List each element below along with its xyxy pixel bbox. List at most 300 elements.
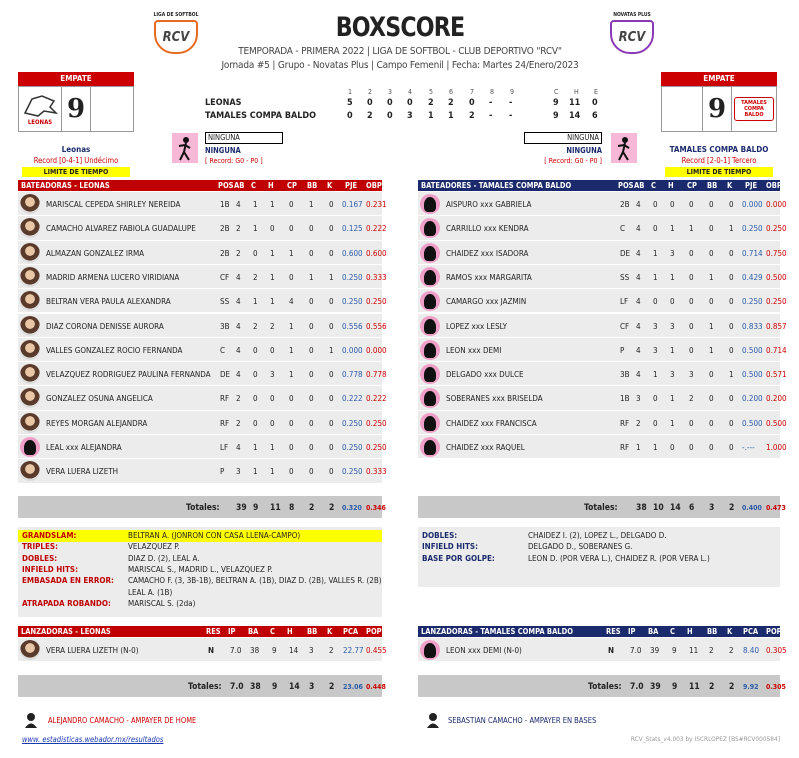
stat-h: 1 [270,200,275,209]
stat-cp: 0 [689,200,694,209]
player-silhouette-icon [420,388,440,408]
column-header: BA [248,627,259,636]
left-pitcher-name: NINGUNA [205,146,241,155]
season-line: TEMPORADA - PRIMERA 2022 | LIGA DE SOFTBOL - CLUB DEPORTIVO "RCV" [238,46,562,57]
stat-ab: 4 [636,297,641,307]
column-header: CP [287,181,297,190]
event-label: BASE POR GOLPE: [422,553,495,563]
stat-h: 14 [289,646,299,655]
player-silhouette-icon [20,437,40,457]
stat-pos: 2B [220,248,230,258]
stat-pje: 0.556 [342,321,363,331]
batter-name: LEAL xxx ALEJANDRA [46,443,122,452]
stat-k: 2 [329,646,334,655]
stat-bb: 0 [709,248,714,258]
total-h: 14 [289,682,300,692]
total-bb: 2 [709,682,715,692]
stat-c: 0 [653,418,658,428]
total-ba: 39 [650,682,661,692]
stat-c: 9 [672,646,677,655]
stat-cp: 0 [689,321,694,331]
event-text: MARISCAL S., MADRID L., VELAZQUEZ P. [128,564,273,574]
batter-name: CHAIDEZ xxx FRANCISCA [446,418,537,428]
stat-pos: CF [620,321,630,331]
column-header: BB [307,181,318,190]
stat-c: 0 [653,297,658,307]
stat-k: 0 [729,200,734,209]
batter-name: DELGADO xxx DULCE [446,370,524,380]
stat-cp: 0 [689,418,694,428]
stat-cp: 0 [289,467,294,477]
stat-c: 1 [653,443,658,452]
total-h: 11 [689,682,700,692]
stat-pos: P [220,467,225,477]
batter-name: ALMAZAN GONZALEZ IRMA [46,248,145,258]
batter-name: REYES MORGAN ALEJANDRA [46,418,148,428]
stat-bb: 0 [309,248,314,258]
total-cp: 8 [289,503,295,513]
stat-pje: -.--- [742,443,755,452]
stat-k: 0 [329,467,334,477]
group-logo: NOVATAS PLUS RCV [604,12,660,54]
stat-pos: P [620,345,625,355]
total-ab: 38 [636,503,647,513]
stat-obp: 0.750 [766,248,787,258]
batter-name: CHAIDEZ xxx RAQUEL [446,443,525,452]
stat-pos: DE [220,370,231,380]
stat-obp: 0.222 [366,224,387,234]
stat-obp: 0.500 [766,272,787,282]
stat-pje: 0.500 [742,345,763,355]
right-time-limit: LIMITE DE TIEMPO [665,167,773,177]
player-silhouette-icon [420,364,440,384]
stat-c: 1 [653,272,658,282]
stat-pje: 0.200 [742,394,763,404]
stat-obp: 0.250 [366,418,387,428]
column-header: IP [628,627,636,636]
event-label: TRIPLES: [22,542,58,552]
player-silhouette-icon [420,413,440,433]
total-ip: 7.0 [230,682,244,692]
stat-bb: 1 [709,345,714,355]
player-silhouette-icon [420,243,440,263]
pitching-totals: Totales: 7.0 38 9 14 3 2 23.06 0.448 [18,675,382,697]
stat-obp: 0.600 [366,248,387,258]
stat-ab: 4 [636,248,641,258]
stat-ab: 4 [236,443,241,452]
stat-obp: 0.571 [766,370,787,380]
player-photo [20,194,40,214]
batter-row [18,192,387,216]
stat-obp: 0.222 [366,394,387,404]
stat-c: 1 [653,248,658,258]
stat-k: 1 [729,370,734,380]
event-label: ATRAPADA ROBANDO: [22,598,111,608]
stat-c: 0 [253,394,258,404]
right-team-name: TAMALES COMPA BALDO [669,145,769,154]
stat-ab: 4 [236,345,241,355]
batter-name: SOBERANES xxx BRISELDA [446,394,543,404]
batter-row [18,338,387,362]
stat-pos: 3B [220,321,230,331]
stat-cp: 0 [289,224,294,234]
stat-pje: 0.429 [742,272,763,282]
event-text: CHAIDEZ I. (2), LOPEZ L., DELGADO D. [528,531,667,540]
stat-pje: 0.000 [342,345,363,355]
stat-pje: 0.250 [742,297,763,307]
stat-h: 3 [670,321,675,331]
event-text: CAMACHO F. (3, 3B-1B), BELTRAN A. (1B), DIAZ D. (2B), VALLES R. (2B) [128,576,382,586]
stat-cp: 1 [289,345,294,355]
batter-name: MADRID ARMENA LUCERO VIRIDIANA [46,272,180,282]
column-header: H [287,627,293,636]
total-c: 10 [653,503,664,513]
stat-pje: 0.000 [742,200,763,209]
stat-h: 0 [270,394,275,404]
stat-bb: 0 [309,345,314,355]
stat-cp: 0 [689,345,694,355]
total-bb: 3 [309,682,315,692]
column-header: C [270,627,275,636]
stat-c: 3 [653,345,658,355]
total-pca: 23.06 [343,683,363,691]
stat-h: 0 [670,297,675,307]
stat-h: 1 [270,467,275,477]
stat-ab: 4 [636,370,641,380]
stat-k: 0 [729,345,734,355]
left-pitcher-box: NINGUNA [205,132,283,144]
stat-pos: LF [220,443,229,452]
stat-pje: 0.222 [342,394,363,404]
stat-k: 0 [729,394,734,404]
column-header: RES [206,627,221,636]
stat-cp: 0 [289,418,294,428]
left-result-badge: EMPATE [18,72,134,86]
stat-pos: CF [220,272,230,282]
stat-k: 1 [329,272,334,282]
stat-c: 9 [272,646,277,655]
stat-k: 0 [329,394,334,404]
player-silhouette-icon [420,194,440,214]
event-label: GRANDSLAM: [22,531,77,540]
linescore-row-tamales: TAMALES COMPA BALDO 0 2 0 3 1 1 2 - - 9 14 6 [205,111,598,121]
player-photo [20,461,40,481]
batter-row [18,411,387,435]
batting-totals: Totales: 39 9 11 8 2 2 0.320 0.346 [18,496,382,518]
stat-c: 2 [253,321,258,331]
total-pca: 9.92 [743,683,759,691]
column-header: PCA [343,627,359,636]
stat-ab: 4 [236,370,241,380]
stat-pje: 0.250 [342,272,363,282]
stat-pos: RF [620,443,630,452]
stat-cp: 0 [289,394,294,404]
total-pje: 0.320 [342,504,362,512]
stat-pca: 22.77 [343,646,364,655]
column-header: IP [228,627,236,636]
left-team-name: Leonas [61,145,91,154]
stat-bb: 1 [309,272,314,282]
stat-c: 0 [253,370,258,380]
stat-ab: 2 [236,418,241,428]
stat-ba: 39 [650,646,660,655]
column-header: C [251,181,256,190]
stat-ab: 4 [636,321,641,331]
player-silhouette-icon [420,291,440,311]
player-silhouette-icon [420,316,440,336]
linescore-row-leonas: LEONAS 5 0 0 0 2 2 0 - - 9 11 0 [205,98,598,108]
batter-name: VELAZQUEZ RODRIGUEZ PAULINA FERNANDA [46,370,211,380]
stat-pos: 1B [220,200,230,209]
event-label: INFIELD HITS: [22,564,78,574]
event-text: DELGADO D., SOBERANES G. [528,542,633,552]
stat-bb: 0 [709,443,714,452]
stat-k: 0 [329,224,334,234]
stat-ab: 4 [636,200,641,209]
stat-c: 1 [653,370,658,380]
stat-obp: 0.714 [766,345,787,355]
stat-c: 0 [653,224,658,234]
stat-bb: 1 [709,272,714,282]
stat-c: 0 [653,394,658,404]
event-text-cont: LEAL A. (1B) [128,587,173,597]
stat-bb: 0 [709,394,714,404]
column-header: K [727,181,733,190]
stat-ip: 7.0 [230,646,242,655]
player-photo [20,267,40,287]
player-silhouette-icon [420,640,440,660]
total-k: 2 [729,503,735,513]
stat-h: 1 [270,297,275,307]
stat-c: 1 [253,443,258,452]
stat-bb: 0 [709,200,714,209]
stat-k: 0 [329,321,334,331]
stat-cp: 1 [689,224,694,234]
stat-cp: 4 [289,297,294,307]
left-pitcher-icon [172,133,198,163]
stat-obp: 0.778 [366,370,387,380]
column-header: BA [648,627,659,636]
stat-c: 1 [253,200,258,209]
results-link[interactable]: www. estadisticas.webador.mx/resultados [22,735,164,744]
stat-cp: 0 [689,297,694,307]
batter-name: GONZALEZ OSUNA ANGELICA [46,394,153,404]
right-pitcher-icon [611,133,637,163]
stat-pje: 0.250 [342,467,363,477]
event-text: VELAZQUEZ P. [128,542,180,552]
left-team-runs: 9 [61,87,91,131]
stat-h: 0 [270,418,275,428]
batter-row [18,459,387,483]
total-k: 2 [729,682,735,692]
stat-cp: 0 [689,272,694,282]
stat-bb: 1 [309,200,314,209]
stat-pje: 0.125 [342,224,363,234]
column-header: PJE [745,181,758,190]
stat-pos: C [220,345,226,355]
stat-k: 0 [729,443,734,452]
stat-pos: RF [220,394,230,404]
stat-obp: 0.857 [766,321,787,331]
total-c: 9 [672,682,678,692]
column-header: AB [234,181,245,190]
page-title: BOXSCORE [335,12,465,43]
batter-row [18,386,387,410]
stat-c: 2 [253,272,258,282]
stat-obp: 0.250 [366,443,387,452]
stat-pop: 0.305 [766,646,787,655]
stat-bb: 0 [309,418,314,428]
player-silhouette-icon [420,218,440,238]
stat-k: 0 [729,297,734,307]
stat-ip: 7.0 [630,646,642,655]
batter-name: BELTRAN VERA PAULA ALEXANDRA [46,297,171,307]
stat-cp: 0 [289,272,294,282]
stat-obp: 0.000 [366,345,387,355]
stat-k: 0 [729,418,734,428]
total-k: 2 [329,682,335,692]
left-time-limit: LIMITE DE TIEMPO [22,167,130,177]
stat-obp: 0.556 [366,321,387,331]
total-pop: 0.448 [366,683,386,691]
stat-obp: 1.000 [766,443,787,452]
stat-pos: 2B [220,224,230,234]
event-text: MARISCAL S. (2da) [128,598,196,608]
stat-bb: 0 [309,443,314,452]
total-h: 14 [670,503,681,513]
pitching-header: LANZADORAS - LEONAS RES IP BA C H BB K PCA POP [18,626,382,637]
stat-pje: 0.167 [342,200,363,209]
stat-h: 0 [270,224,275,234]
stat-cp: 1 [289,248,294,258]
column-header: POS [218,181,234,190]
batter-row [418,338,787,362]
stat-bb: 0 [309,297,314,307]
batter-row [418,386,787,410]
stat-ab: 2 [636,418,641,428]
event-label: DOBLES: [422,531,458,540]
stat-pje: 0.600 [342,248,363,258]
stat-cp: 0 [289,443,294,452]
stat-cp: 2 [689,394,694,404]
stat-c: 0 [253,248,258,258]
column-header: RES [606,627,621,636]
stat-ab: 4 [636,345,641,355]
stat-bb: 3 [309,646,314,655]
player-photo [20,640,40,660]
left-team-record: Record [0-4-1] Undécimo [33,156,119,165]
stat-h: 0 [670,443,675,452]
stat-h: 1 [670,224,675,234]
column-header: BB [707,181,718,190]
stat-bb: 0 [309,321,314,331]
stat-cp: 0 [689,443,694,452]
stat-k: 0 [329,370,334,380]
stat-ab: 3 [236,467,241,477]
total-ab: 39 [236,503,247,513]
stat-bb: 2 [709,646,714,655]
pitcher-name: LEON xxx DEMI (N-0) [446,646,522,655]
stat-k: 0 [329,297,334,307]
column-header: CP [687,181,697,190]
version-text: RCV_Stats_v4.003 by ISCRLOPEZ [BS#RCV000584] [630,735,780,743]
stat-k: 0 [729,248,734,258]
stat-pje: 0.500 [742,418,763,428]
total-ba: 38 [250,682,261,692]
stat-pos: DE [620,248,631,258]
umpire-bases: SEBASTIAN CAMACHO - AMPAYER EN BASES [448,716,597,725]
stat-bb: 0 [709,297,714,307]
batter-name: CARRILLO xxx KENDRA [446,224,529,234]
stat-ab: 4 [236,297,241,307]
stat-obp: 0.500 [766,418,787,428]
stat-obp: 0.000 [766,200,787,209]
stat-h: 0 [670,200,675,209]
stat-ab: 2 [236,248,241,258]
right-pitcher-name: NINGUNA [566,146,602,155]
batter-row [18,241,387,265]
stat-obp: 0.333 [366,467,387,477]
stat-c: 1 [253,467,258,477]
stat-pje: 0.778 [342,370,363,380]
player-silhouette-icon [420,340,440,360]
event-label: EMBASADA EN ERROR: [22,576,114,586]
stat-bb: 0 [309,224,314,234]
stat-k: 2 [729,646,734,655]
stat-ab: 2 [236,394,241,404]
stat-h: 2 [270,321,275,331]
player-photo [20,243,40,263]
stat-c: 3 [653,321,658,331]
total-bb: 2 [309,503,315,513]
right-team-box [661,86,777,132]
stat-ab: 1 [636,443,641,452]
right-team-record: Record [2-0-1] Tercero [681,156,757,165]
stat-c: 0 [253,345,258,355]
stat-res: N [608,646,615,655]
total-k: 2 [329,503,335,513]
stat-c: 1 [253,224,258,234]
stat-bb: 0 [309,467,314,477]
stat-h: 1 [270,443,275,452]
column-header: H [687,627,693,636]
column-header: H [668,181,674,190]
player-photo [20,413,40,433]
umpire-home-icon [24,712,38,728]
event-text: LEON D. (POR VERA L.), CHAIDEZ R. (POR VERA L.) [528,553,710,563]
stat-obp: 0.333 [366,272,387,282]
event-text: BELTRAN A. (JONRON CON CASA LLENA-CAMPO) [128,531,301,540]
total-pop: 0.305 [766,683,786,691]
pitching-header: LANZADORAS - TAMALES COMPA BALDO RES IP BA C H BB K PCA POP [418,626,780,637]
column-header: BB [707,627,718,636]
event-text: DIAZ D. (2), LEAL A. [128,553,200,563]
stat-h: 3 [270,370,275,380]
batter-row [418,314,787,338]
pitching-totals: Totales: 7.0 39 9 11 2 2 9.92 0.305 [418,675,780,697]
player-photo [20,340,40,360]
stat-pos: C [620,224,626,234]
stat-cp: 0 [289,200,294,209]
stat-pos: LF [620,297,629,307]
umpire-home: ALEJANDRO CAMACHO - AMPAYER DE HOME [48,716,197,725]
stat-pje: 0.714 [742,248,763,258]
batter-row [18,362,387,386]
batter-name: DIAZ CORONA DENISSE AURORA [46,321,164,331]
stat-k: 1 [329,345,334,355]
stat-pje: 0.250 [342,418,363,428]
right-team-runs: 9 [702,87,732,131]
